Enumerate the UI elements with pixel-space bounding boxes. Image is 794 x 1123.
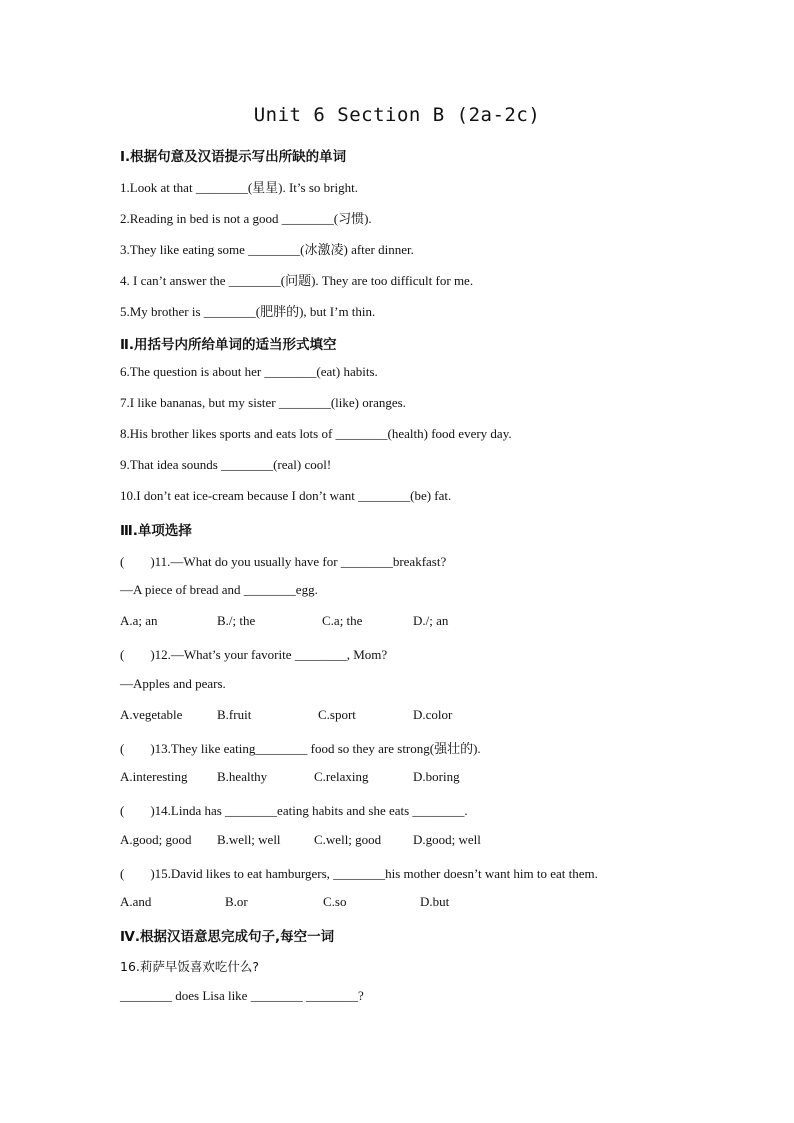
section-1-heading: Ⅰ.根据句意及汉语提示写出所缺的单词: [120, 149, 347, 165]
question-14-stem: ( )14.Linda has ________eating habits and she eats ________.: [120, 803, 468, 818]
question-2: 2.Reading in bed is not a good ________(习惯).: [120, 211, 372, 226]
q12-option-b: B.fruit: [217, 707, 252, 722]
q13-option-c: C.relaxing: [314, 769, 369, 784]
q13-option-a: A.interesting: [120, 769, 188, 784]
q15-option-d: D.but: [420, 894, 450, 909]
section-2-heading: Ⅱ.用括号内所给单词的适当形式填空: [120, 337, 337, 353]
question-8: 8.His brother likes sports and eats lots of ________(health) food every day.: [120, 426, 512, 441]
q11-option-b: B./; the: [217, 613, 256, 628]
question-13-stem: ( )13.They like eating________ food so they are strong(强壮的).: [120, 741, 481, 756]
q11-option-d: D./; an: [413, 613, 449, 628]
q14-option-c: C.well; good: [314, 832, 382, 847]
question-3: 3.They like eating some ________(冰激凌) after dinner.: [120, 242, 414, 257]
question-6: 6.The question is about her ________(eat) habits.: [120, 364, 378, 379]
q12-option-d: D.color: [413, 707, 453, 722]
question-12-reply: —Apples and pears.: [120, 676, 226, 691]
q15-option-c: C.so: [323, 894, 347, 909]
question-11-reply: —A piece of bread and ________egg.: [120, 582, 318, 597]
q11-option-a: A.a; an: [120, 613, 158, 628]
section-4-heading: Ⅳ.根据汉语意思完成句子,每空一词: [120, 929, 335, 945]
question-11-stem: ( )11.—What do you usually have for ________breakfast?: [120, 554, 447, 569]
q14-option-b: B.well; well: [217, 832, 281, 847]
q14-option-d: D.good; well: [413, 832, 481, 847]
q12-option-a: A.vegetable: [120, 707, 183, 722]
question-4: 4. I can’t answer the ________(问题). They are too difficult for me.: [120, 273, 474, 288]
question-7: 7.I like bananas, but my sister ________(like) oranges.: [120, 395, 406, 410]
page-title: Unit 6 Section B (2a-2c): [253, 104, 541, 126]
question-9: 9.That idea sounds ________(real) cool!: [120, 457, 332, 472]
question-16-english: ________ does Lisa like ________ ________?: [120, 988, 364, 1003]
section-3-heading: Ⅲ.单项选择: [120, 523, 192, 539]
q11-option-c: C.a; the: [322, 613, 363, 628]
q15-option-a: A.and: [120, 894, 152, 909]
question-10: 10.I don’t eat ice-cream because I don’t want ________(be) fat.: [120, 488, 452, 503]
question-12-stem: ( )12.—What’s your favorite ________, Mom?: [120, 647, 388, 662]
q12-option-c: C.sport: [318, 707, 356, 722]
question-1: 1.Look at that ________(星星). It’s so bright.: [120, 180, 358, 195]
q13-option-b: B.healthy: [217, 769, 268, 784]
question-16-chinese: 16.莉萨早饭喜欢吃什么?: [120, 959, 260, 974]
question-15-stem: ( )15.David likes to eat hamburgers, ________his mother doesn’t want him to eat them.: [120, 866, 598, 881]
q13-option-d: D.boring: [413, 769, 460, 784]
q14-option-a: A.good; good: [120, 832, 192, 847]
q15-option-b: B.or: [225, 894, 248, 909]
question-5: 5.My brother is ________(肥胖的), but I’m thin.: [120, 304, 376, 319]
